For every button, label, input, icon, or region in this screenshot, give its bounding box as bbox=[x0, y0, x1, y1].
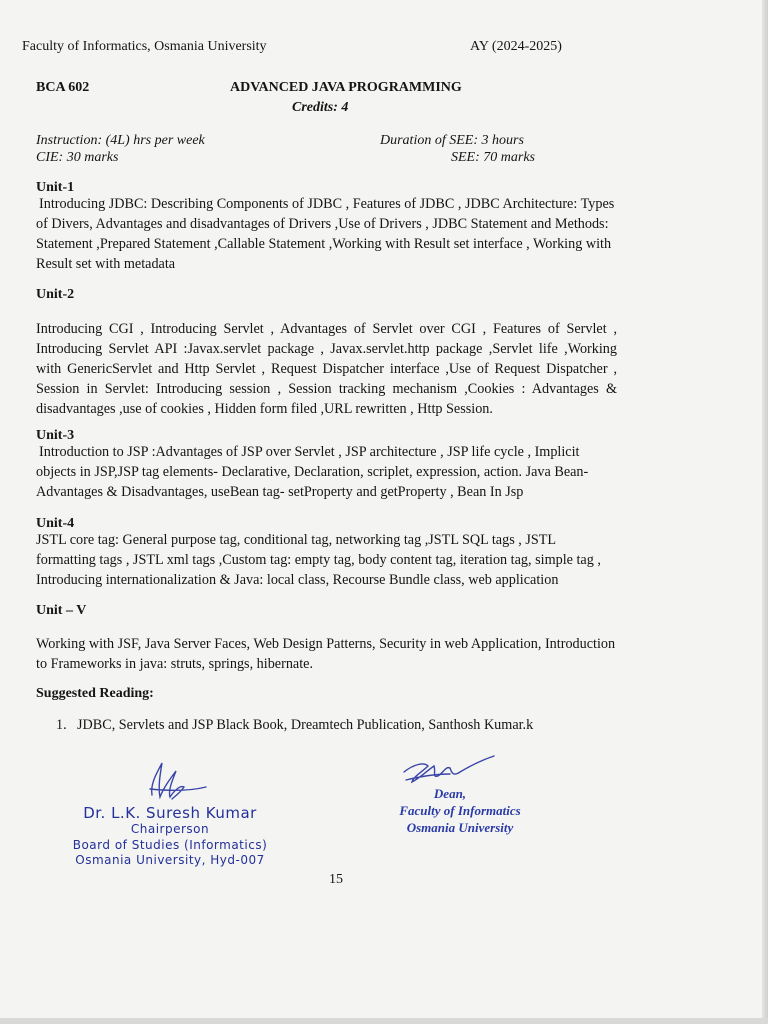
dean-title: Dean, bbox=[433, 786, 467, 801]
reading-item-number: 1. bbox=[56, 717, 67, 733]
dean-org: Osmania University bbox=[406, 820, 514, 835]
faculty-header: Faculty of Informatics, Osmania University bbox=[22, 39, 267, 54]
unit-1-content: Introducing JDBC: Describing Components of JDBC , Features of JDBC , JDBC Architecture: Types of Divers, Advantages and disadvantages of Drivers ,Use of Drivers , JDBC Statement and Methods: Statement ,Prepared Statement ,Callable Statement ,Working with Result set interface , Working with Result set with metadata bbox=[36, 196, 615, 272]
dean-signature bbox=[398, 752, 498, 788]
unit-2-content: Introducing CGI , Introducing Servlet , Advantages of Servlet over CGI , Features of Servlet , Introducing Servlet API :Javax.servlet package , Javax.servlet.http package ,Servlet life ,Working with GenericServlet and Http Servlet , Request Dispatcher interface ,Use of Request Dispatcher , Session in Servlet: Introducing session , Session tracking mechanism ,Cookies : Advantages & disadvantages ,use of cookies , Hidden form filed ,URL rewritten , Http Session. bbox=[36, 321, 617, 417]
unit-1-title: Unit-1 bbox=[36, 180, 75, 195]
unit-4-content: JSTL core tag: General purpose tag, conditional tag, networking tag ,JSTL SQL tags , JSTL formatting tags , JSTL xml tags ,Custom tag: empty tag, body content tag, iteration tag, simple tag , Introducing internationalization & Java: local class, Recourse Bundle class, web application bbox=[36, 532, 601, 588]
course-credits: Credits: 4 bbox=[292, 100, 349, 115]
dean-faculty: Faculty of Informatics bbox=[399, 803, 521, 818]
course-title: ADVANCED JAVA PROGRAMMING bbox=[230, 80, 462, 95]
unit-3-content: Introduction to JSP :Advantages of JSP over Servlet , JSP architecture , JSP life cycle , Implicit objects in JSP,JSP tag elements- Declarative, Declaration, scriplet, expression, action. Java Bean- Advantages & Disadvantages, useBean tag- setProperty and getProperty , Bean In Jsp bbox=[36, 444, 589, 500]
unit-3-title: Unit-3 bbox=[36, 428, 75, 443]
see-duration: Duration of SEE: 3 hours bbox=[380, 133, 524, 148]
unit-5-content: Working with JSF, Java Server Faces, Web Design Patterns, Security in web Application, Introduction to Frameworks in java: struts, springs, hibernate. bbox=[36, 636, 616, 672]
chairperson-signature bbox=[140, 757, 210, 807]
board-of-studies: Board of Studies (Informatics) bbox=[72, 838, 268, 852]
course-code: BCA 602 bbox=[36, 80, 90, 95]
chairperson-name: Dr. L.K. Suresh Kumar bbox=[83, 804, 257, 822]
scan-edge bbox=[762, 0, 768, 1024]
unit-2-title: Unit-2 bbox=[36, 287, 75, 302]
see-marks: SEE: 70 marks bbox=[451, 150, 535, 165]
unit-4-title: Unit-4 bbox=[36, 516, 75, 531]
suggested-reading-heading: Suggested Reading: bbox=[36, 686, 154, 701]
reading-item-text: JDBC, Servlets and JSP Black Book, Dreamtech Publication, Santhosh Kumar.k bbox=[77, 717, 534, 733]
chairperson-role: Chairperson bbox=[130, 822, 210, 836]
chairperson-org: Osmania University, Hyd-007 bbox=[75, 853, 265, 867]
academic-year: AY (2024-2025) bbox=[470, 39, 562, 54]
instruction-hours: Instruction: (4L) hrs per week bbox=[36, 133, 205, 148]
page-number: 15 bbox=[329, 872, 343, 887]
scan-edge-bottom bbox=[0, 1018, 768, 1024]
unit-5-title: Unit – V bbox=[36, 603, 87, 618]
cie-marks: CIE: 30 marks bbox=[36, 150, 119, 165]
